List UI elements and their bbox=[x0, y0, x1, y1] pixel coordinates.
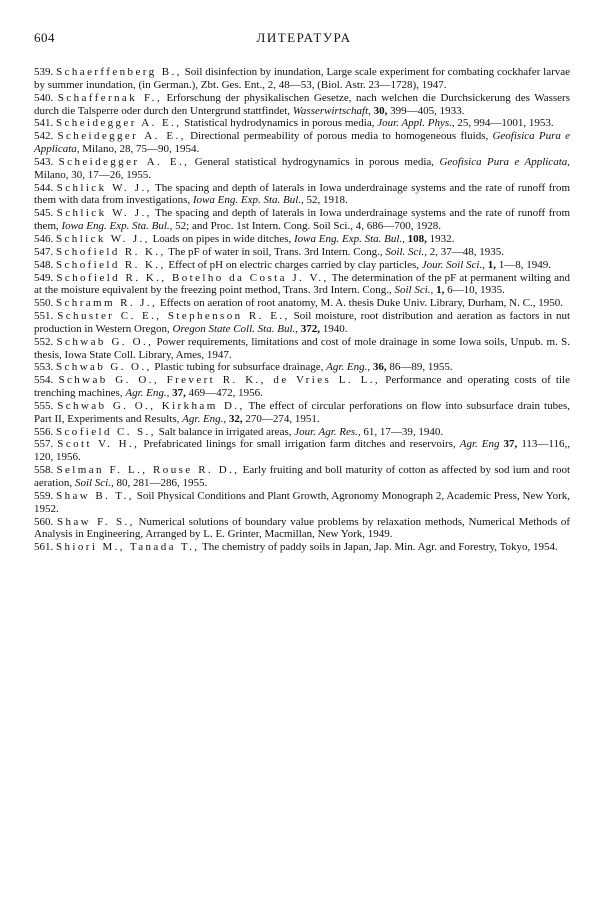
reference-journal: Iowa Eng. Exp. Sta. Bul., bbox=[61, 220, 173, 233]
reference-journal: Agr. Eng., bbox=[125, 387, 170, 400]
reference-tail: Milano, 28, 75—90, 1954. bbox=[79, 143, 200, 156]
reference-text: The effect of circular perforations on flow into subsurface drain tubes, Part II, Experiments and Results, bbox=[34, 399, 571, 425]
reference-number: 547. bbox=[34, 245, 54, 258]
reference-tail: 113—116,, 120, 1956. bbox=[34, 438, 571, 464]
reference-number: 551. bbox=[34, 310, 54, 323]
reference-text: Power requirements, limitations and cost of mole drainage in some Iowa soils, Unpub. m. S. thesis, Iowa State Coll. Library, Ames, 1947. bbox=[34, 335, 570, 361]
reference-author: Schofield R. K., bbox=[56, 258, 166, 271]
reference-entry bbox=[34, 541, 570, 554]
reference-volume: 372, bbox=[298, 322, 321, 335]
reference-tail: 399—405, 1933. bbox=[387, 104, 465, 117]
reference-journal: Agr. Eng bbox=[459, 438, 500, 451]
reference-number: 553. bbox=[34, 361, 54, 374]
reference-entry bbox=[34, 130, 570, 156]
reference-number: 552. bbox=[34, 335, 54, 348]
reference-text: Performance and operating costs of tile trenching machines, bbox=[34, 374, 570, 400]
reference-author: Scheidegger A. E., bbox=[56, 117, 182, 130]
reference-number: 550. bbox=[34, 297, 54, 310]
reference-journal: Geofisica Pura e Applicata, bbox=[34, 130, 570, 156]
reference-number: 555. bbox=[34, 399, 54, 412]
reference-tail: 61, 17—39, 1940. bbox=[360, 425, 444, 438]
reference-author: Shiori M., Tanada T., bbox=[56, 541, 200, 554]
reference-text: Directional permeability of porous media to homogeneous fluids, bbox=[185, 130, 493, 143]
reference-volume: 32, bbox=[226, 412, 243, 425]
reference-journal: Geofisica Pura e Applicata, bbox=[439, 155, 570, 168]
reference-journal: Soil Sci., bbox=[74, 477, 114, 489]
reference-author: Schaffernak F., bbox=[57, 91, 162, 104]
reference-author: Schwab G. O., bbox=[56, 335, 154, 348]
reference-tail: 52, 1918. bbox=[303, 194, 348, 207]
reference-tail: 25, 994—1001, 1953. bbox=[454, 117, 554, 130]
reference-journal: Wasserwirtschaft, bbox=[292, 104, 371, 117]
reference-number: 539. bbox=[34, 66, 54, 78]
reference-volume: 1, bbox=[484, 258, 496, 271]
reference-journal: Jour. Appl. Phys., bbox=[377, 117, 455, 130]
reference-author: Schlick W. J., bbox=[56, 232, 150, 245]
reference-entry bbox=[34, 516, 570, 542]
reference-text: The pF of water in soil, Trans. 3rd Intern. Cong., bbox=[165, 245, 386, 258]
reference-entry bbox=[34, 361, 570, 374]
reference-number: 554. bbox=[34, 374, 54, 387]
reference-entry bbox=[34, 490, 570, 516]
reference-number: 545. bbox=[34, 207, 54, 220]
reference-number: 558. bbox=[34, 464, 54, 477]
reference-entry bbox=[34, 117, 570, 130]
reference-text: Soil moisture, root distribution and aeration as factors in nut production in Western Oregon, bbox=[34, 310, 570, 335]
reference-entry bbox=[34, 374, 570, 400]
reference-number: 548. bbox=[34, 258, 54, 271]
reference-text: Soil disinfection by inundation, Large scale experiment for combating cockhafer larvae by summer inundation, (in German.), Zbt. Ges. Ent., 2, 48—53, (Biol. Astr. 23—1728), 1947. bbox=[34, 66, 571, 91]
reference-author: Scheidegger A. E., bbox=[58, 155, 190, 168]
reference-text: Statistical hydrodynamics in porous media, bbox=[181, 117, 378, 130]
reference-author: Schlick W. J., bbox=[56, 207, 152, 220]
reference-tail: 2, 37—48, 1935. bbox=[426, 245, 504, 258]
reference-number: 561. bbox=[34, 541, 54, 554]
reference-number: 557. bbox=[34, 438, 54, 451]
reference-author: Selman F. L., Rouse R. D., bbox=[56, 464, 240, 477]
reference-author: Scofield C. S., bbox=[56, 425, 156, 438]
reference-journal: Agr. Eng., bbox=[182, 412, 227, 425]
reference-journal: Soil Sci., bbox=[394, 284, 434, 297]
reference-entry bbox=[34, 259, 570, 272]
reference-author: Schwab G. O., bbox=[56, 361, 152, 374]
reference-tail: 6—10, 1935. bbox=[444, 284, 505, 297]
reference-tail: 469—472, 1956. bbox=[185, 387, 263, 400]
reference-text: The determination of the pF at permanent wilting and at the moisture equivalent by the freezing point method, Trans. 3rd Intern. Cong., bbox=[34, 271, 570, 297]
reference-volume: 30, bbox=[370, 104, 388, 117]
reference-author: Schramm R. J., bbox=[56, 297, 158, 310]
reference-number: 542. bbox=[34, 130, 54, 143]
reference-entry bbox=[34, 336, 570, 362]
reference-text: The chemistry of paddy soils in Japan, Jap. Min. Agr. and Forestry, Tokyo, 1954. bbox=[199, 541, 558, 554]
reference-tail: Milano, 30, 17—26, 1955. bbox=[34, 168, 152, 181]
reference-entry bbox=[34, 66, 570, 92]
reference-number: 543. bbox=[34, 155, 54, 168]
reference-journal: Agr. Eng., bbox=[326, 361, 371, 374]
page-number: 604 bbox=[34, 30, 55, 45]
reference-volume: 108, bbox=[404, 232, 427, 245]
reference-author: Schwab G. O., Kirkham D., bbox=[57, 399, 245, 412]
reference-number: 559. bbox=[34, 489, 54, 502]
reference-journal: Iowa Eng. Exp. Sta. Bul., bbox=[192, 194, 304, 207]
reference-tail: 86—89, 1955. bbox=[386, 361, 453, 374]
reference-number: 560. bbox=[34, 515, 54, 528]
reference-author: Schuster C. E., Stephenson R. E., bbox=[57, 310, 290, 323]
reference-number: 544. bbox=[34, 181, 54, 194]
reference-number: 541. bbox=[34, 117, 54, 130]
reference-entry bbox=[34, 438, 570, 464]
reference-volume: 1, bbox=[433, 284, 445, 297]
reference-tail: 270—274, 1951. bbox=[242, 412, 320, 425]
reference-volume: 37, bbox=[169, 387, 186, 400]
reference-entry bbox=[34, 464, 570, 490]
reference-number: 556. bbox=[34, 425, 54, 438]
reference-entry bbox=[34, 310, 570, 336]
reference-text: Soil Physical Conditions and Plant Growth, Agronomy Monograph 2, Academic Press, New York, 1952. bbox=[34, 489, 570, 515]
reference-entry bbox=[34, 246, 570, 259]
reference-text: Prefabricated linings for small irrigation farm ditches and reservoirs, bbox=[139, 438, 460, 451]
reference-author: Shaw B. T., bbox=[56, 489, 134, 502]
reference-author: Schofield R. K., Botelho da Costa J. V., bbox=[56, 271, 329, 284]
reference-entry bbox=[34, 156, 570, 182]
page-header bbox=[34, 30, 574, 48]
reference-list bbox=[34, 66, 570, 554]
reference-author: Scheidegger A. E., bbox=[57, 130, 186, 143]
page-title: ЛИТЕРАТУРА bbox=[256, 30, 352, 45]
reference-journal: Soil. Sci., bbox=[385, 245, 427, 258]
reference-volume: 36, bbox=[370, 361, 387, 374]
reference-text: Loads on pipes in wide ditches, bbox=[149, 232, 295, 245]
reference-text: Salt balance in irrigated areas, bbox=[155, 425, 295, 438]
reference-tail: 1—8, 1949. bbox=[495, 258, 551, 271]
reference-author: Shaw F. S., bbox=[56, 515, 135, 528]
reference-entry bbox=[34, 207, 570, 233]
reference-text: Numerical solutions of boundary value problems by relaxation methods, Numerical Methods of Analysis in Engineering, Arranged by L. E. Grinter, Macmillan, New York, 1949. bbox=[34, 515, 571, 541]
reference-entry bbox=[34, 92, 570, 118]
reference-tail: 52; and Proc. 1st Intern. Cong. Soil Sci., 4, 686—700, 1928. bbox=[172, 220, 441, 233]
reference-text: Effects on aeration of root anatomy, M. A. thesis Duke Univ. Library, Durham, N. C., 1950. bbox=[157, 297, 563, 310]
reference-journal: Oregon State Coll. Sta. Bul., bbox=[172, 322, 299, 335]
reference-entry bbox=[34, 400, 570, 426]
reference-tail: 80, 281—286, 1955. bbox=[113, 477, 208, 489]
reference-text: Effect of pH on electric charges carried by clay particles, bbox=[165, 258, 422, 271]
reference-journal: Jour. Agr. Res., bbox=[294, 425, 361, 438]
reference-entry bbox=[34, 233, 570, 246]
reference-author: Schaerffenberg B., bbox=[56, 66, 182, 78]
reference-author: Schwab G. O., Frevert R. K., de Vries L. L., bbox=[58, 374, 381, 387]
reference-text: General statistical hydrogynamics in porous media, bbox=[189, 155, 440, 168]
reference-entry bbox=[34, 297, 570, 310]
reference-tail: 1932. bbox=[426, 232, 455, 245]
reference-journal: Jour. Soil Sci., bbox=[421, 258, 485, 271]
reference-entry bbox=[34, 272, 570, 298]
reference-text: The spacing and depth of laterals in Iowa underdrainage systems and the rate of runoff from them, bbox=[34, 207, 571, 233]
reference-journal: Iowa Eng. Exp. Sta. Bul., bbox=[294, 232, 405, 245]
reference-text: Plastic tubing for subsurface drainage, bbox=[151, 361, 327, 374]
reference-entry bbox=[34, 182, 570, 208]
reference-author: Schofield R. K., bbox=[56, 245, 166, 258]
reference-number: 549. bbox=[34, 271, 54, 284]
reference-text: Early fruiting and boll maturity of cotton as affected by sod ium and root aeration, bbox=[34, 464, 570, 489]
reference-number: 546. bbox=[34, 232, 54, 245]
reference-number: 540. bbox=[34, 91, 54, 104]
reference-volume: 37, bbox=[499, 438, 518, 451]
reference-text: The spacing and depth of laterals in Iowa underdrainage systems and the rate of runoff from them with data from investigations, bbox=[34, 181, 571, 207]
reference-author: Scott V. H., bbox=[57, 438, 140, 451]
reference-text: Erforschung der physikalischen Gesetze, nach welchen die Durchsickerung des Wassers durch die Talsperre oder durch den Untergrund stattfindet, bbox=[34, 91, 570, 117]
reference-tail: 1940. bbox=[320, 322, 348, 335]
reference-entry bbox=[34, 426, 570, 439]
reference-author: Schlick W. J., bbox=[56, 181, 152, 194]
